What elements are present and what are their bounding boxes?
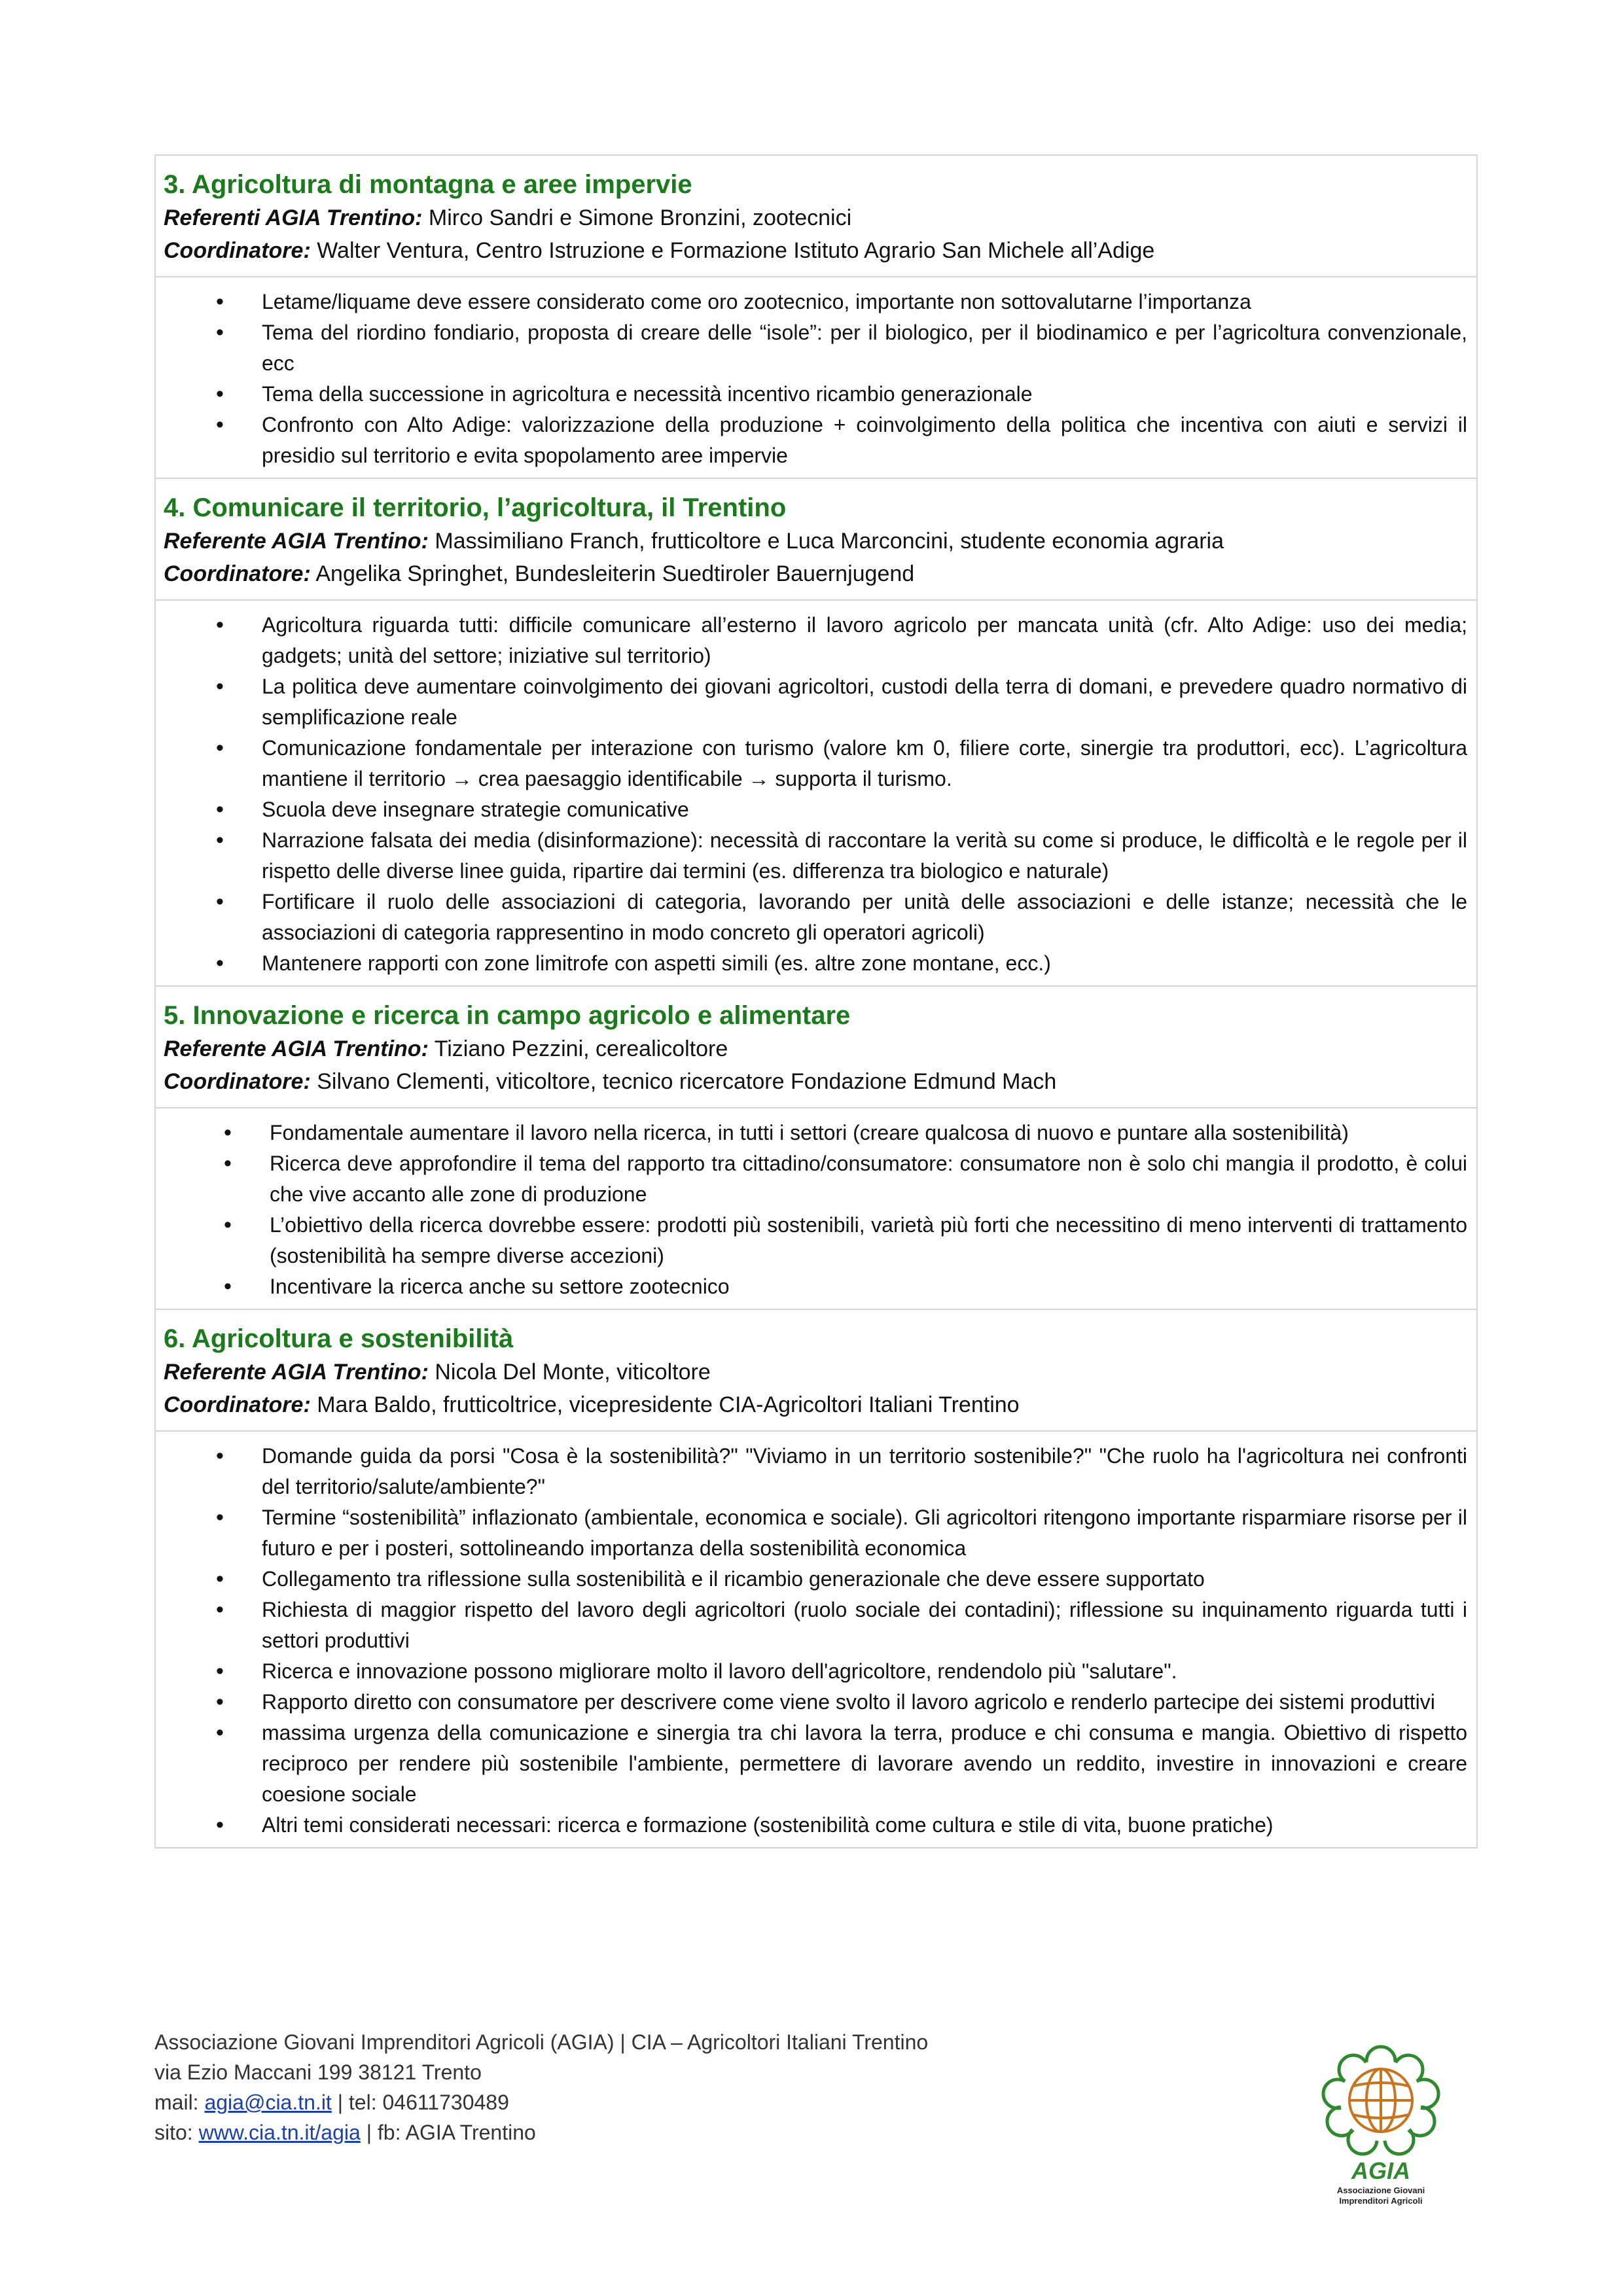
section-header [156, 987, 1476, 1108]
section-body [156, 277, 1476, 479]
section-title: 4. Comunicare il territorio, l’agricoltura, il Trentino [164, 493, 787, 522]
referent-value: Mirco Sandri e Simone Bronzini, zootecnici [422, 205, 852, 230]
coordinator-label: Coordinatore: [164, 238, 311, 263]
referent-line [164, 1356, 1467, 1388]
section-body [156, 601, 1476, 987]
coordinator-value: Mara Baldo, frutticoltrice, vicepresidente CIA-Agricoltori Italiani Trentino [310, 1392, 1020, 1417]
referent-label: Referente AGIA Trentino: [164, 1360, 429, 1385]
bullet-list [164, 1118, 1467, 1302]
list-item: • Ricerca e innovazione possono migliorare molto il lavoro dell'agricoltore, rendendolo più "salutare". [164, 1656, 1467, 1687]
list-item: • Incentivare la ricerca anche su settore zootecnico [164, 1271, 1467, 1302]
list-item: • Altri temi considerati necessari: ricerca e formazione (sostenibilità come cultura e stile di vita, buone pratiche) [164, 1810, 1467, 1841]
referent-line [164, 1033, 1467, 1065]
section-body [156, 1432, 1476, 1847]
coordinator-value: Walter Ventura, Centro Istruzione e Formazione Istituto Agrario San Michele all’Adige [310, 238, 1155, 263]
list-item: • Fortificare il ruolo delle associazioni di categoria, lavorando per unità delle associazioni e delle istanze; necessità che le associazioni di categoria rappresentino in modo concreto gli operatori agricoli) [164, 887, 1467, 948]
section-header [156, 156, 1476, 277]
list-item: • Narrazione falsata dei media (disinformazione): necessità di raccontare la verità su come si produce, le difficoltà e le regole per il rispetto delle diverse linee guida, ripartire dai termini (es. differenza tra biologico e naturale) [164, 825, 1467, 887]
referent-label: Referente AGIA Trentino: [164, 1036, 429, 1061]
logo-subtitle-2: Imprenditori Agricoli [1339, 2196, 1423, 2206]
list-item: • massima urgenza della comunicazione e sinergia tra chi lavora la terra, produce e chi consuma e mangia. Obiettivo di rispetto reciproco per rendere più sostenibile l'ambiente, permettere di lavorare avendo un reddito, investire in innovazioni e creare coesione sociale [164, 1718, 1467, 1810]
list-item: • Termine “sostenibilità” inflazionato (ambientale, economica e sociale). Gli agricoltori ritengono importante risparmiare risorse per il futuro e per i posteri, sottolineando importanza della sostenibilità economica [164, 1502, 1467, 1564]
list-item: • Comunicazione fondamentale per interazione con turismo (valore km 0, filiere corte, sinergie tra produttori, ecc). L’agricoltura mantiene il territorio → crea paesaggio identificabile → supporta il turismo. [164, 733, 1467, 794]
list-item: • Tema del riordino fondiario, proposta di creare delle “isole”: per il biologico, per il biodinamico e per l’agricoltura convenzionale, ecc [164, 317, 1467, 379]
facebook-text: | fb: AGIA Trentino [360, 2121, 536, 2144]
referent-value: Massimiliano Franch, frutticoltore e Luca Marconcini, studente economia agraria [428, 529, 1224, 554]
list-item: • Rapporto diretto con consumatore per descrivere come viene svolto il lavoro agricolo e renderlo partecipe dei sistemi produttivi [164, 1687, 1467, 1718]
coordinator-line [164, 234, 1467, 267]
list-item: • La politica deve aumentare coinvolgimento dei giovani agricoltori, custodi della terra di domani, e prevedere quadro normativo di semplificazione reale [164, 671, 1467, 733]
coordinator-line [164, 1388, 1467, 1421]
bullet-list [164, 610, 1467, 979]
page-footer [154, 2027, 1071, 2147]
list-item: • Domande guida da porsi "Cosa è la sostenibilità?" "Viviamo in un territorio sostenibile?" "Che ruolo ha l'agricoltura nei confronti del territorio/salute/ambiente?" [164, 1441, 1467, 1502]
agia-logo [1315, 2040, 1446, 2210]
section-body [156, 1108, 1476, 1310]
referent-label: Referenti AGIA Trentino: [164, 205, 423, 230]
bullet-list [164, 287, 1467, 471]
referent-value: Nicola Del Monte, viticoltore [428, 1360, 711, 1385]
list-item: • Confronto con Alto Adige: valorizzazione della produzione + coinvolgimento della politica che incentiva con aiuti e servizi il presidio sul territorio e evita spopolamento aree impervie [164, 410, 1467, 471]
list-item: • Scuola deve insegnare strategie comunicative [164, 794, 1467, 825]
list-item: • Letame/liquame deve essere considerato come oro zootecnico, importante non sottovalutarne l’importanza [164, 287, 1467, 317]
list-item: • Fondamentale aumentare il lavoro nella ricerca, in tutti i settori (creare qualcosa di nuovo e puntare alla sostenibilità) [164, 1118, 1467, 1148]
section-header [156, 1310, 1476, 1432]
coordinator-value: Silvano Clementi, viticoltore, tecnico ricercatore Fondazione Edmund Mach [310, 1069, 1057, 1094]
logo-wordmark: AGIA [1351, 2157, 1410, 2184]
section-title: 6. Agricoltura e sostenibilità [164, 1324, 514, 1353]
list-item: • Agricoltura riguarda tutti: difficile comunicare all’esterno il lavoro agricolo per mancata unità (cfr. Alto Adige: uso dei media; gadgets; unità del settore; iniziative sul territorio) [164, 610, 1467, 671]
section-header [156, 479, 1476, 601]
coordinator-value: Angelika Springhet, Bundesleiterin Suedtiroler Bauernjugend [310, 561, 915, 586]
list-item: • Collegamento tra riflessione sulla sostenibilità e il ricambio generazionale che deve essere supportato [164, 1564, 1467, 1595]
footer-address: via Ezio Maccani 199 38121 Trento [154, 2060, 482, 2084]
bullet-list [164, 1441, 1467, 1841]
coordinator-label: Coordinatore: [164, 561, 311, 586]
logo-subtitle-1: Associazione Giovani [1336, 2185, 1425, 2195]
document-table [154, 154, 1478, 1848]
list-item: • Ricerca deve approfondire il tema del rapporto tra cittadino/consumatore: consumatore non è solo chi mangia il prodotto, è colui che vive accanto alle zone di produzione [164, 1148, 1467, 1210]
footer-web [154, 2117, 1071, 2147]
list-item: • L’obiettivo della ricerca dovrebbe essere: prodotti più sostenibili, varietà più forti che necessitino di meno interventi di trattamento (sostenibilità ha sempre diverse accezioni) [164, 1210, 1467, 1271]
site-label: sito: [154, 2121, 199, 2144]
referent-label: Referente AGIA Trentino: [164, 529, 429, 554]
website-link[interactable]: www.cia.tn.it/agia [198, 2121, 361, 2144]
list-item: • Richiesta di maggior rispetto del lavoro degli agricoltori (ruolo sociale dei contadini); riflessione su inquinamento riguarda tutti i settori produttivi [164, 1595, 1467, 1656]
coordinator-line [164, 557, 1467, 590]
footer-contacts [154, 2087, 1071, 2117]
referent-line [164, 202, 1467, 234]
section-title: 5. Innovazione e ricerca in campo agricolo e alimentare [164, 1001, 851, 1030]
list-item: • Mantenere rapporti con zone limitrofe con aspetti simili (es. altre zone montane, ecc.) [164, 948, 1467, 979]
mail-label: mail: [154, 2091, 205, 2114]
list-item: • Tema della successione in agricoltura e necessità incentivo ricambio generazionale [164, 379, 1467, 410]
section-title: 3. Agricoltura di montagna e aree impervie [164, 170, 692, 199]
coordinator-label: Coordinatore: [164, 1069, 311, 1094]
email-link[interactable]: agia@cia.tn.it [204, 2091, 332, 2114]
tel-text: | tel: 04611730489 [331, 2091, 509, 2114]
referent-line [164, 525, 1467, 557]
coordinator-label: Coordinatore: [164, 1392, 311, 1417]
flower-globe-icon [1315, 2040, 1446, 2210]
coordinator-line [164, 1065, 1467, 1098]
referent-value: Tiziano Pezzini, cerealicoltore [428, 1036, 728, 1061]
footer-organization: Associazione Giovani Imprenditori Agricoli (AGIA) | CIA – Agricoltori Italiani Trentino [154, 2030, 929, 2054]
